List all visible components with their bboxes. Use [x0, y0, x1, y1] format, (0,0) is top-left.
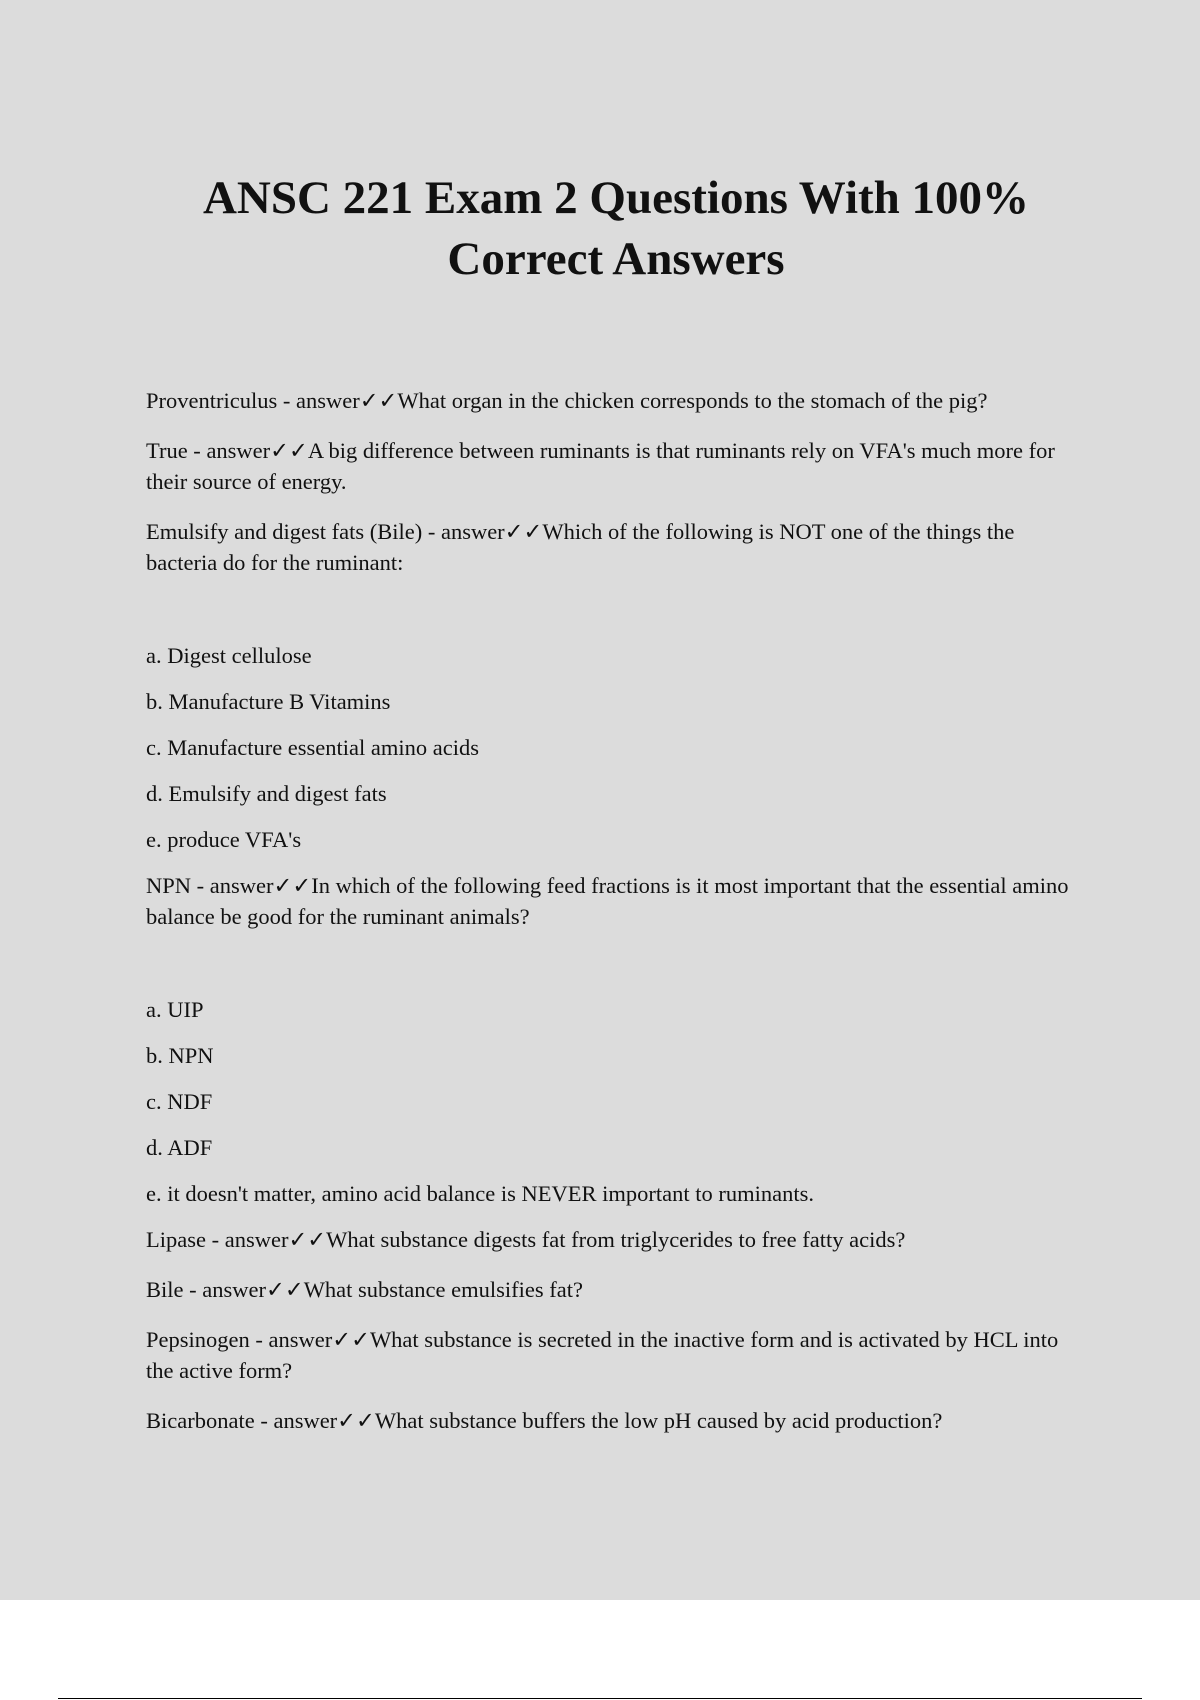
title-line-2: Correct Answers [447, 233, 785, 285]
answer-check-label: answer✓✓ [295, 388, 398, 413]
option-q3-d: d. Emulsify and digest fats [146, 781, 387, 806]
question-text: In which of the following feed fractions is it most important that the essential amino balance be good for the ruminant animals? [146, 873, 1069, 929]
option-q3-c: c. Manufacture essential amino acids [146, 735, 479, 760]
option-q3-e: e. produce VFA's [146, 827, 302, 852]
question-text: What substance emulsifies fat? [303, 1277, 583, 1302]
answer-check-label: answer✓✓ [268, 1327, 370, 1352]
answer-text: Lipase - [146, 1227, 225, 1252]
question-text: Which of the following is NOT one of the things the bacteria do for the ruminant: [146, 519, 1015, 575]
question-list [146, 385, 1086, 1455]
qa-item-6 [146, 1274, 1086, 1305]
answer-text: Emulsify and digest fats (Bile) - [146, 519, 441, 544]
document-title [146, 168, 1086, 290]
answer-check-label: answer✓✓ [273, 1408, 375, 1433]
qa-item-5 [146, 1224, 1086, 1255]
question-text: What substance buffers the low pH caused by acid production? [374, 1408, 943, 1433]
question-text: What substance digests fat from triglycerides to free fatty acids? [326, 1227, 906, 1252]
option-q3-a: a. Digest cellulose [146, 643, 312, 668]
spacer [146, 951, 1086, 994]
footer-divider [58, 1698, 1142, 1699]
answer-text: Bile - [146, 1277, 203, 1302]
question-text: What organ in the chicken corresponds to the stomach of the pig? [397, 388, 988, 413]
answer-text: True - [146, 438, 207, 463]
answer-check-label: answer✓✓ [440, 519, 543, 544]
answer-text: NPN - [146, 873, 210, 898]
option-q4-a: a. UIP [146, 997, 204, 1022]
answer-check-label: answer✓✓ [224, 1227, 327, 1252]
answer-text: Pepsinogen - [146, 1327, 269, 1352]
qa-item-4 [146, 870, 1086, 932]
qa-item-8 [146, 1405, 1086, 1436]
question-text: A big difference between ruminants is that ruminants rely on VFA's much more for their source of energy. [146, 438, 1055, 494]
answer-text: Bicarbonate - [146, 1408, 274, 1433]
qa-item-2 [146, 435, 1086, 497]
qa-item-7 [146, 1324, 1086, 1386]
option-q4-d: d. ADF [146, 1135, 213, 1160]
question-text: What substance is secreted in the inactive form and is activated by HCL into the active form? [146, 1327, 1059, 1383]
option-q3-b: b. Manufacture B Vitamins [146, 689, 391, 714]
option-q4-e: e. it doesn't matter, amino acid balance is NEVER important to ruminants. [146, 1181, 814, 1206]
option-q4-b: b. NPN [146, 1043, 214, 1068]
answer-check-label: answer✓✓ [202, 1277, 304, 1302]
qa-item-3 [146, 516, 1086, 578]
qa-item-1 [146, 385, 1086, 416]
spacer [146, 597, 1086, 640]
title-line-1: ANSC 221 Exam 2 Questions With 100% [202, 172, 1030, 224]
answer-text: Proventriculus - [146, 388, 296, 413]
option-q4-c: c. NDF [146, 1089, 213, 1114]
answer-check-label: answer✓✓ [209, 873, 312, 898]
answer-check-label: answer✓✓ [206, 438, 308, 463]
